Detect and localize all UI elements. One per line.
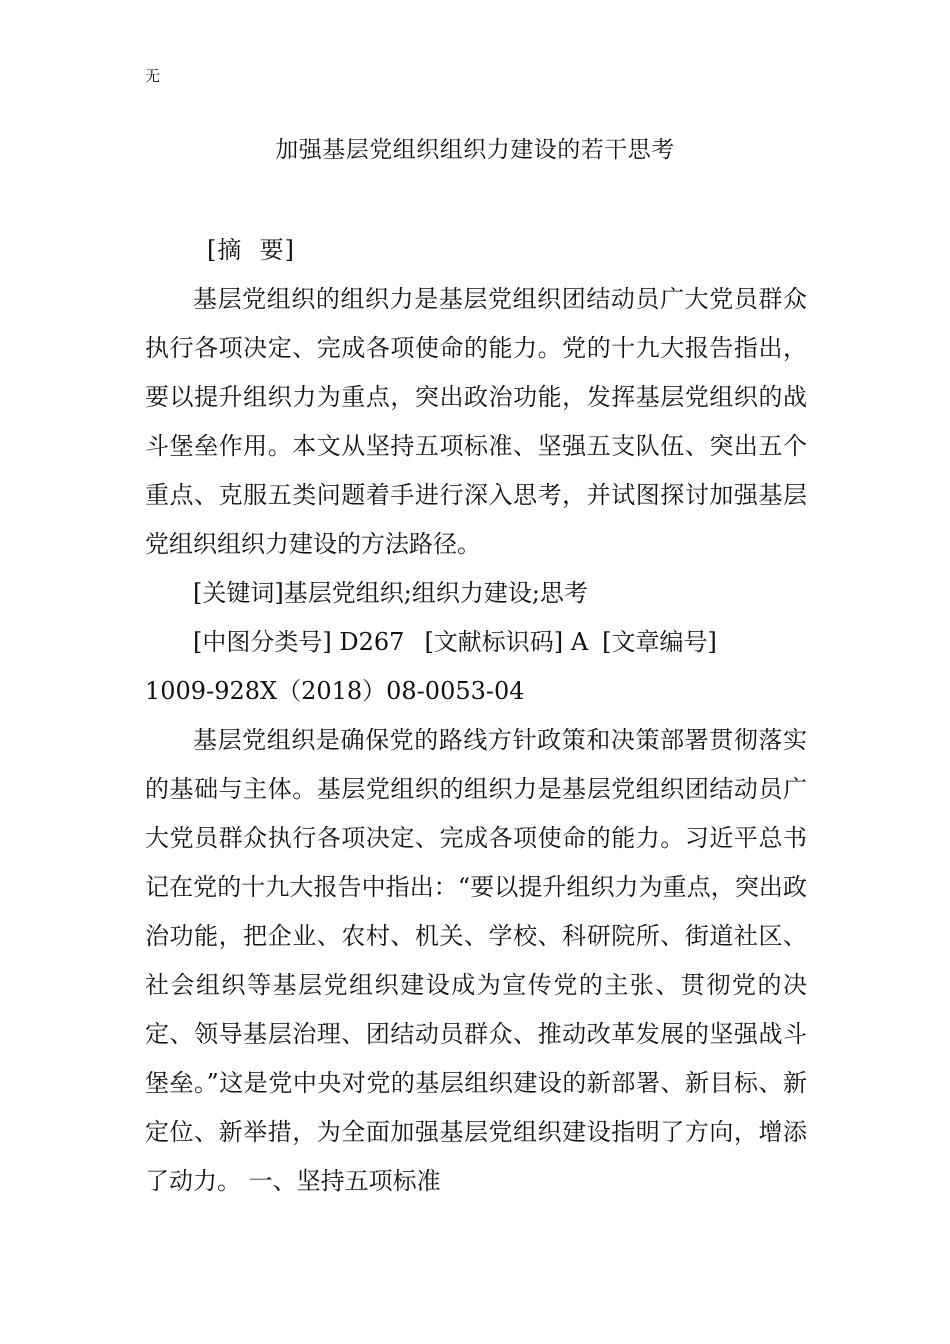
- abstract-label: [145, 226, 807, 275]
- clc-value: D267: [339, 628, 405, 656]
- article-number: 1009-928X（2018）08-0053-04: [145, 677, 525, 705]
- abstract-label-text: [摘 要]: [207, 236, 295, 264]
- keywords-label: [关键词]: [193, 579, 284, 607]
- doc-code-value: A: [570, 628, 589, 656]
- keywords-text: 基层党组织;组织力建设;思考: [283, 579, 588, 607]
- article-no-label: [文章编号]: [602, 628, 717, 656]
- document-title: 加强基层党组织组织力建设的若干思考: [275, 137, 675, 163]
- classification-line: [145, 618, 807, 667]
- abstract-paragraph: 基层党组织的组织力是基层党组织团结动员广大党员群众执行各项决定、完成各项使命的能力。党的十九大报告指出，要以提升组织力为重点，突出政治功能，发挥基层党组织的战斗堡垒作用。本文从坚持五项标准、坚强五支队伍、突出五个重点、克服五类问题着手进行深入思考，并试图探讨加强基层党组织组织力建设的方法路径。: [145, 285, 807, 558]
- clc-label: [中图分类号]: [193, 628, 332, 656]
- document-body: [145, 226, 807, 1206]
- doc-code-label: [文献标识码]: [424, 628, 564, 656]
- header-mark: 无: [145, 67, 161, 85]
- body-paragraph: 基层党组织是确保党的路线方针政策和决策部署贯彻落实的基础与主体。基层党组织的组织力是基层党组织团结动员广大党员群众执行各项决定、完成各项使命的能力。习近平总书记在党的十九大报告中指出：“要以提升组织力为重点，突出政治功能，把企业、农村、机关、学校、科研院所、街道社区、社会组织等基层党组织建设成为宣传党的主张、贯彻党的决定、领导基层治理、团结动员群众、推动改革发展的坚强战斗堡垒。”这是党中央对党的基层组织建设的新部署、新目标、新定位、新举措，为全面加强基层党组织建设指明了方向，增添了动力。 一、坚持五项标准: [145, 726, 807, 1195]
- keywords-line: [145, 569, 807, 618]
